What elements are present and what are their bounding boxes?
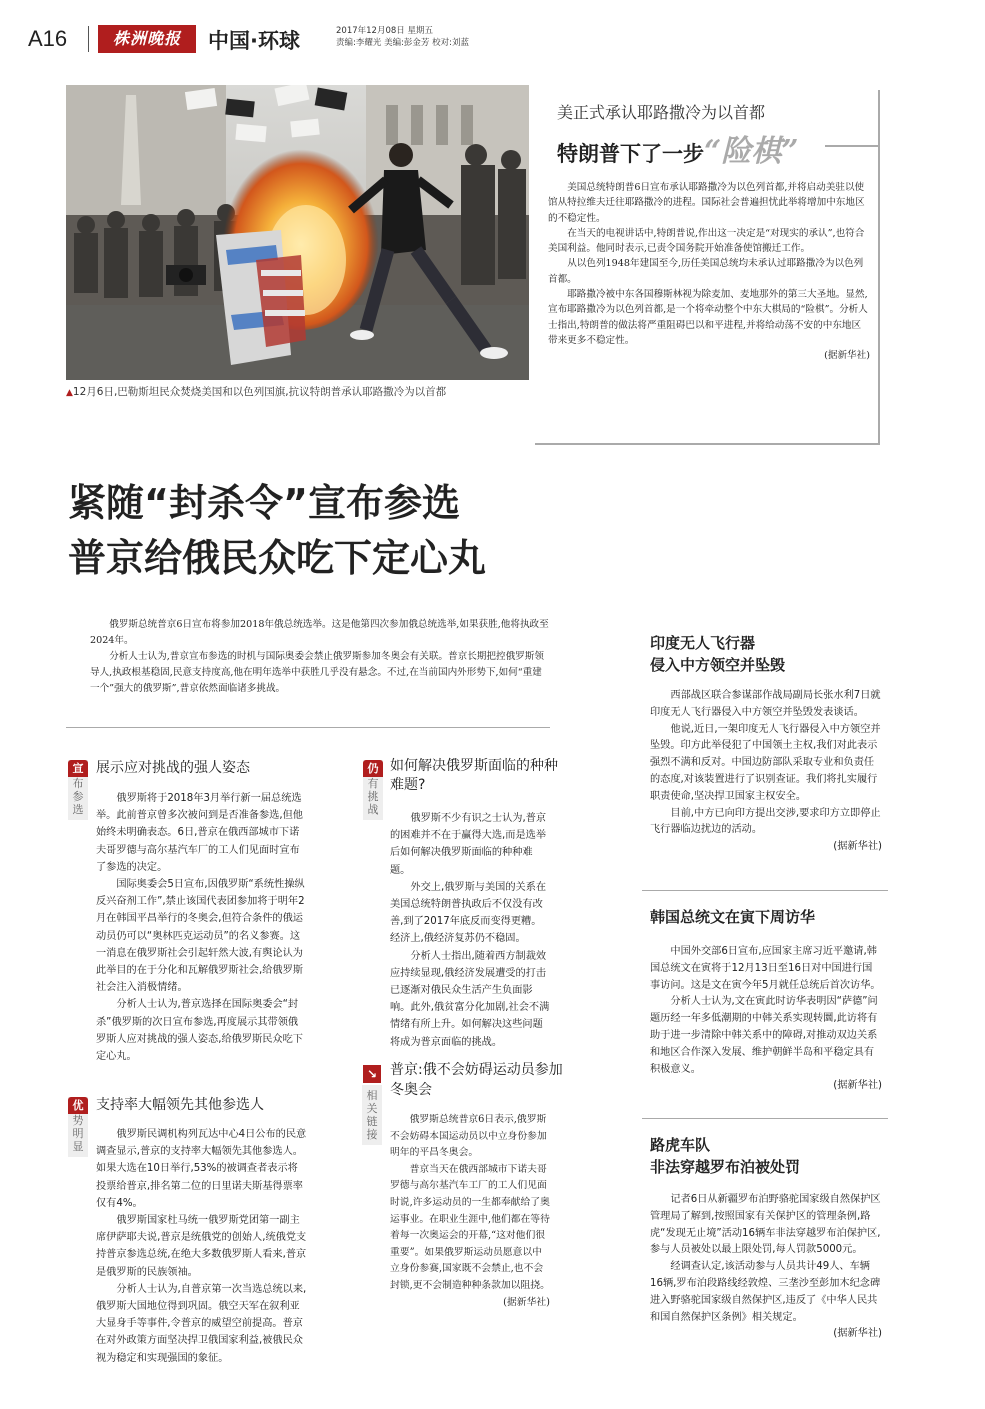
top-story-body: 美国总统特朗普6日宣布承认耶路撒冷为以色列首都,并将启动美驻以使馆从特拉维夫迁往耶路撒冷的进程。国际社会普遍担忧此举将增加中东地区的不稳定性。 在当天的电视讲话中,特朗普说,作出这一决定是“对现实的承认”,也符合美国利益。他同时表示,已责令国务院开始准备使馆搬迁工作。 从以色列1948年建国至今,历任美国总统均未承认过耶路撒冷为以色列首都。 耶路撒冷被中东各国穆斯林视为除麦加、麦地那外的第三大圣地。显然,宣布耶路撒冷为以色列首都,是一个将牵动整个中东大棋局的“险棋”。分析人士指出,特朗普的做法将严重阻碍巴以和平进程,并将给动荡不安的中东地区带来更多不稳定性。 (据新华社): [548, 180, 870, 364]
masthead-divider: [88, 26, 89, 52]
source-credit: (据新华社): [833, 841, 882, 853]
issue-date: 2017年12月08日 星期五: [336, 26, 433, 36]
source-credit: (据新华社): [833, 1080, 882, 1092]
protest-photo-illustration: [66, 85, 529, 380]
photo-caption: ▲12月6日,巴勒斯坦民众焚烧美国和以色列国旗,抗议特朗普承认耶路撒冷为以首都: [66, 386, 447, 398]
main-lead: 俄罗斯总统普京6日宣布将参加2018年俄总统选举。这是他第四次参加俄总统选举,如果获胜,他将执政至2024年。 分析人士认为,普京宣布参选的时机与国际奥委会禁止俄罗斯参加冬奥会有关联。普京长期把控俄罗斯领导人,执政根基稳固,民意支持度高,他在明年选举中获胜几乎没有悬念。不过,在当前国内外形势下,如何“重建一个”强大的俄罗斯”,普京依然面临诸多挑战。: [90, 619, 549, 694]
side-story-2-body: 中国外交部6日宣布,应国家主席习近平邀请,韩国总统文在寅将于12月13日至16日对中国进行国事访问。这是文在寅今年5月就任总统后首次访华。 分析人士认为,文在寅此时访华表明因“萨德”问题历经一年多低潮期的中韩关系实现转圜,此访将有助于进一步清除中韩关系中的障碍,对推动双边关系和地区合作深入发展、维护朝鲜半岛和平稳定具有积极意义。 (据新华社): [650, 944, 882, 1095]
source-credit: (据新华社): [503, 1296, 550, 1308]
title-highlight: “险棋”: [704, 134, 799, 169]
top-story-kicker: 美正式承认耶路撒冷为以首都: [557, 103, 766, 122]
side-divider-1: [642, 890, 888, 891]
top-story-title: 特朗普下了一步“险棋”: [557, 134, 799, 169]
related-link-arrow-icon: ↘: [363, 1065, 381, 1083]
section-tag-advantage: 优 势明显: [68, 1097, 88, 1157]
newspaper-logo: 株洲晚报: [98, 25, 196, 53]
section-tag-announce: 宣 布参选: [68, 760, 88, 820]
section-body-4: 俄罗斯总统普京6日表示,俄罗斯不会妨碍本国运动员以中立身份参加明年的平昌冬奥会。 普京当天在俄西部城市下诺夫哥罗德与高尔基汽车工厂的工人们见面时说,许多运动员的一生都奉献给了奥运事业。在职业生涯中,他们都在等待着每一次奥运会的开幕,“这对他们很重要”。如果俄罗斯运动员愿意以中立身份参赛,国家既不会禁止,也不会封锁,更不会制造种种条款加以阻挠。 (据新华社): [390, 1112, 550, 1311]
staff-credits: 责编:李耀光 美编:彭金芳 校对:刘蓝: [336, 38, 469, 48]
section-body-3: 俄罗斯不少有识之士认为,普京的困难并不在于赢得大选,而是选举后如何解决俄罗斯面临的种种难题。 外交上,俄罗斯与美国的关系在美国总统特朗普执政后不仅没有改善,到了2017年底反而变得更糟。经济上,俄经济复苏仍不稳固。 分析人士指出,随着西方制裁效应持续显现,俄经济发展遭受的打击已逐渐对俄民众生活产生负面影响。此外,俄贫富分化加剧,社会不满情绪有所上升。如何解决这些问题将成为普京面临的挑战。: [390, 813, 550, 1048]
side-story-3-title: 路虎车队 非法穿越罗布泊被处罚: [650, 1136, 801, 1176]
side-divider-2: [642, 1118, 888, 1119]
section-name: 中国·环球: [208, 29, 300, 53]
masthead-meta: [336, 25, 536, 49]
news-photo: [66, 85, 529, 380]
lead-divider: [66, 727, 550, 728]
side-story-2-title: 韩国总统文在寅下周访华: [650, 908, 816, 926]
caption-marker-icon: ▲: [66, 388, 73, 398]
section-title-4: 普京:俄不会妨碍运动员参加冬奥会: [390, 1062, 563, 1098]
side-story-1-body: 西部战区联合参谋部作战局副局长张水利7日就印度无人飞行器侵入中方领空并坠毁发表谈话。 他说,近日,一架印度无人飞行器侵入中方领空并坠毁。印方此举侵犯了中国领土主权,我们对此表示强烈不满和反对。中国边防部队采取专业和负责任的态度,对该装置进行了识别查证。我们将扎实履行职责使命,坚决捍卫国家主权安全。 目前,中方已向印方提出交涉,要求印方立即停止飞行器临边扰边的活动。 (据新华社): [650, 688, 882, 856]
source-credit: (据新华社): [833, 1328, 882, 1340]
section-title-2: 支持率大幅领先其他参选人: [96, 1097, 264, 1113]
section-body-1: 俄罗斯将于2018年3月举行新一届总统选举。此前普京曾多次被问到是否准备参选,但他始终未明确表态。6日,普京在俄西部城市下诺夫哥罗德与高尔基汽车厂的工人们见面时宣布了参选的决定。 国际奥委会5日宣布,因俄罗斯“系统性操纵反兴奋剂工作”,禁止该国代表团参加将于明年2月在韩国平昌举行的冬奥会,但符合条件的俄运动员仍可以“奥林匹克运动员”的名义参赛。这一消息在俄罗斯社会引起轩然大波,有舆论认为此举目的在于分化和瓦解俄罗斯社会,给俄罗斯社会注入消极情绪。 分析人士认为,普京选择在国际奥委会“封杀”俄罗斯的次日宣布参选,再度展示其带领俄罗斯人应对挑战的强人姿态,给俄罗斯民众吃下定心丸。: [96, 793, 305, 1063]
section-body-2: 俄罗斯民调机构列瓦达中心4日公布的民意调查显示,普京的支持率大幅领先其他参选人。如果大选在10日举行,53%的被调查者表示将投票给普京,排名第二位的日里诺夫斯基得票率仅有4%。 俄罗斯国家杜马统一俄罗斯党团第一副主席伊萨耶夫说,普京是统俄党的创始人,统俄党支持普京参选总统,在绝大多数俄罗斯人看来,普京是俄罗斯的民族领袖。 分析人士认为,自普京第一次当选总统以来,俄罗斯大国地位得到巩固。俄空天军在叙利亚大显身手等事件,令普京的威望空前提高。普京在对外政策方面坚决捍卫俄国家利益,被俄民众视为稳定和实现强国的象征。: [96, 1129, 307, 1364]
side-story-3-body: 记者6日从新疆罗布泊野骆驼国家级自然保护区管理局了解到,按照国家有关保护区的管理条例,路虎“发现无止境”活动16辆车非法穿越罗布泊保护区,参与人员被处以最上限处罚,每人罚款5000元。 经调查认定,该活动参与人员共计49人、车辆16辆,罗布泊段路线经敦煌、三垄沙至彭加木纪念碑进入野骆驼国家级自然保护区,违反了《中华人民共和国自然保护区条例》相关规定。 (据新华社): [650, 1192, 882, 1343]
source-credit: (据新华社): [824, 350, 870, 362]
page-number: A16: [28, 26, 68, 51]
title-rule: [825, 145, 880, 147]
side-story-1-title: 印度无人飞行器 侵入中方领空并坠毁: [650, 634, 786, 674]
related-link-tag: 相关链接: [362, 1085, 382, 1145]
section-title-3: 如何解决俄罗斯面临的种种难题?: [390, 758, 558, 793]
main-headline: 紧随“封杀令”宣布参选 普京给俄民众吃下定心丸: [68, 481, 487, 580]
section-title-1: 展示应对挑战的强人姿态: [96, 760, 250, 776]
section-tag-challenge: 仍 有挑战: [363, 760, 383, 820]
